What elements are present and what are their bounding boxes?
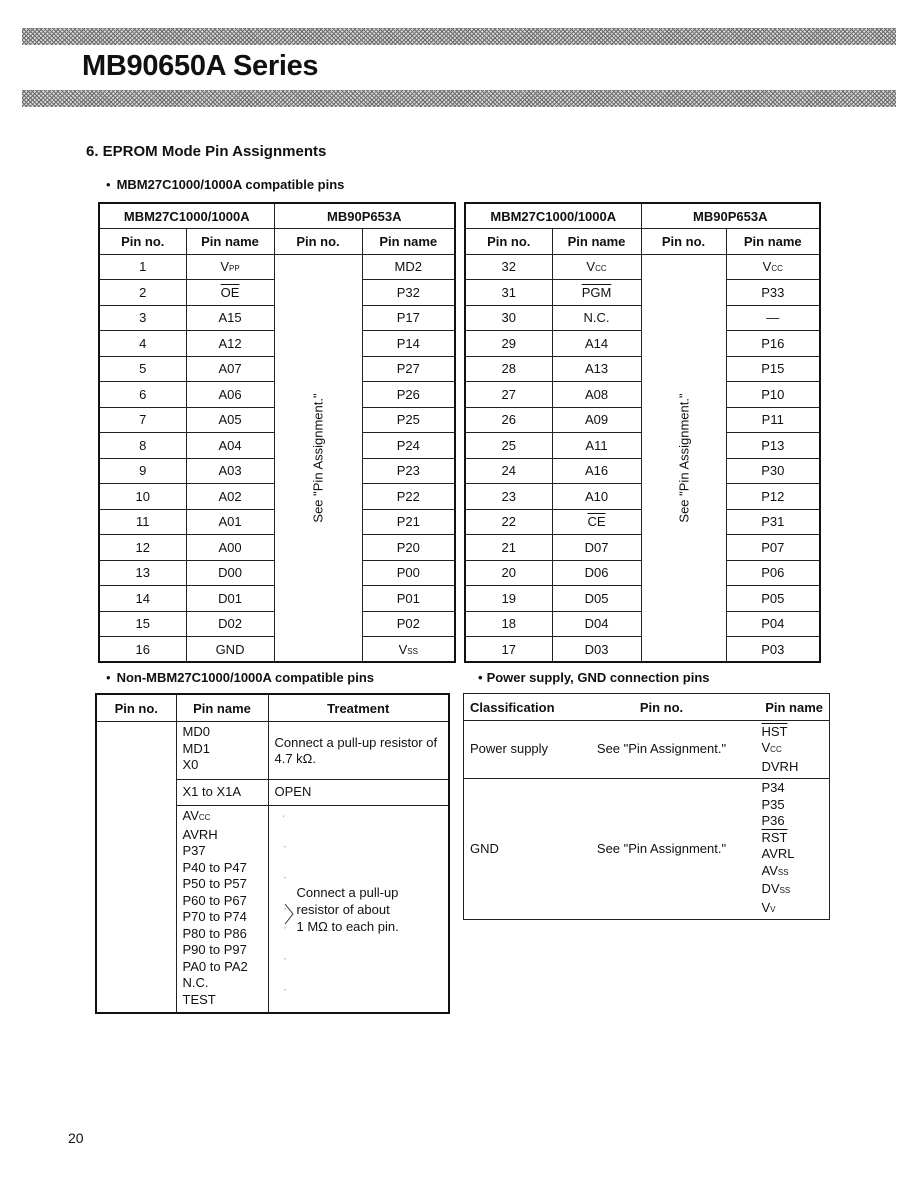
- pin-no-cell: 8: [99, 433, 186, 459]
- pin-no-cell: 27: [465, 382, 552, 408]
- pin-no-cell: 30: [465, 305, 552, 331]
- pin-no-cell: 10: [99, 484, 186, 510]
- group-header: MB90P653A: [274, 203, 455, 229]
- pin-name-cell: A12: [186, 331, 274, 357]
- treatment-cell: Connect a pull-up resistor of 4.7 kΩ.: [268, 722, 449, 780]
- mb-pin-name-cell: P32: [362, 280, 455, 306]
- mb-pin-name-cell: P22: [362, 484, 455, 510]
- mb-pin-name-cell: P17: [362, 305, 455, 331]
- col-pin-name: Pin name: [742, 694, 830, 721]
- mb-pin-name-cell: P00: [362, 560, 455, 586]
- col-pin-no: Pin no.: [641, 229, 726, 255]
- compatible-caption: • MBM27C1000/1000A compatible pins: [106, 177, 345, 192]
- col-pin-no: Pin no.: [274, 229, 362, 255]
- mb-pin-name-cell: P13: [726, 433, 820, 459]
- header-band-bottom: [22, 90, 896, 107]
- pin-name-cell: D06: [552, 560, 641, 586]
- pin-no-cell: 16: [99, 637, 186, 663]
- pin-name-cell: A14: [552, 331, 641, 357]
- pin-no-cell: 4: [99, 331, 186, 357]
- mb-pin-name-cell: P05: [726, 586, 820, 612]
- mb-pin-name-cell: MD2: [362, 254, 455, 280]
- pin-name-cell: A11: [552, 433, 641, 459]
- power-table: [463, 693, 830, 920]
- pin-no-cell: 9: [99, 458, 186, 484]
- pin-name-cell: A07: [186, 356, 274, 382]
- pin-name-cell: D05: [552, 586, 641, 612]
- mb-pin-name-cell: P06: [726, 560, 820, 586]
- pin-name-cell: $\overline{CE}$: [552, 509, 641, 535]
- page-number: 20: [68, 1130, 84, 1146]
- mb-pin-name-cell: P12: [726, 484, 820, 510]
- pin-name-cell: MD0 MD1 X0: [176, 722, 268, 780]
- compatible-table-left: [98, 202, 456, 663]
- pin-no-cell: [96, 722, 176, 1014]
- mb-pin-name-cell: P20: [362, 535, 455, 561]
- noncompat-table: [95, 693, 450, 1014]
- pin-no-cell: See "Pin Assignment.": [582, 721, 742, 779]
- pin-name-cell: A16: [552, 458, 641, 484]
- pin-name-cell: A13: [552, 356, 641, 382]
- col-treatment: Treatment: [268, 694, 449, 722]
- pin-no-cell: 32: [465, 254, 552, 280]
- pin-no-cell: 7: [99, 407, 186, 433]
- pin-no-cell: 25: [465, 433, 552, 459]
- pin-name-cell: $\overline{PGM}$: [552, 280, 641, 306]
- pin-name-cell: A05: [186, 407, 274, 433]
- mb-pin-name-cell: VSS: [362, 637, 455, 663]
- pin-no-cell: 19: [465, 586, 552, 612]
- see-pin-assignment-note: See "Pin Assignment.": [676, 393, 692, 523]
- pin-name-cell: N.C.: [552, 305, 641, 331]
- header-band-top: [22, 28, 896, 45]
- pin-name-cell: A04: [186, 433, 274, 459]
- pin-name-cell: A01: [186, 509, 274, 535]
- pin-no-cell: 12: [99, 535, 186, 561]
- section-title: 6. EPROM Mode Pin Assignments: [86, 143, 327, 160]
- pin-name-cell: A00: [186, 535, 274, 561]
- see-pin-assignment-cell: [641, 254, 726, 662]
- pin-name-cell: A08: [552, 382, 641, 408]
- pin-no-cell: 3: [99, 305, 186, 331]
- mb-pin-name-cell: P25: [362, 407, 455, 433]
- pin-no-cell: 13: [99, 560, 186, 586]
- pin-no-cell: 31: [465, 280, 552, 306]
- pin-name-cell: P34 P35 P36 $\overline{RST}$ AVRL AVSS DVSS VV: [742, 779, 830, 920]
- mb-pin-name-cell: P27: [362, 356, 455, 382]
- pin-name-cell: AVCC AVRH P37 P40 to P47 P50 to P57 P60 to P67 P70 to P74 P80 to P86 P90 to P97 PA0 to PA2 N.C. TEST: [176, 806, 268, 1014]
- classification-cell: GND: [464, 779, 582, 920]
- col-pin-name: Pin name: [186, 229, 274, 255]
- pin-no-cell: See "Pin Assignment.": [582, 779, 742, 920]
- mb-pin-name-cell: P21: [362, 509, 455, 535]
- group-header: MBM27C1000/1000A: [465, 203, 641, 229]
- pin-no-cell: 28: [465, 356, 552, 382]
- pin-name-cell: A03: [186, 458, 274, 484]
- pin-name-cell: D03: [552, 637, 641, 663]
- pin-no-cell: 11: [99, 509, 186, 535]
- pin-no-cell: 2: [99, 280, 186, 306]
- pin-name-cell: D02: [186, 611, 274, 637]
- col-pin-no: Pin no.: [465, 229, 552, 255]
- pin-name-cell: A06: [186, 382, 274, 408]
- col-pin-no: Pin no.: [96, 694, 176, 722]
- compatible-table-right: [464, 202, 821, 663]
- pin-name-cell: VPP: [186, 254, 274, 280]
- mb-pin-name-cell: P16: [726, 331, 820, 357]
- brace-icon: [281, 814, 295, 1014]
- mb-pin-name-cell: P23: [362, 458, 455, 484]
- col-pin-name: Pin name: [552, 229, 641, 255]
- pin-name-cell: GND: [186, 637, 274, 663]
- pin-no-cell: 20: [465, 560, 552, 586]
- pin-name-cell: D07: [552, 535, 641, 561]
- pin-name-cell: VCC: [552, 254, 641, 280]
- mb-pin-name-cell: P14: [362, 331, 455, 357]
- pin-no-cell: 24: [465, 458, 552, 484]
- col-classification: Classification: [464, 694, 582, 721]
- pin-name-cell: A15: [186, 305, 274, 331]
- mb-pin-name-cell: P31: [726, 509, 820, 535]
- pin-no-cell: 21: [465, 535, 552, 561]
- mb-pin-name-cell: P26: [362, 382, 455, 408]
- pin-name-cell: A10: [552, 484, 641, 510]
- pin-name-cell: D00: [186, 560, 274, 586]
- treatment-cell: OPEN: [268, 780, 449, 806]
- pin-name-cell: D01: [186, 586, 274, 612]
- mb-pin-name-cell: —: [726, 305, 820, 331]
- pin-no-cell: 26: [465, 407, 552, 433]
- group-header: MBM27C1000/1000A: [99, 203, 274, 229]
- pin-name-cell: D04: [552, 611, 641, 637]
- pin-no-cell: 5: [99, 356, 186, 382]
- see-pin-assignment-note: See "Pin Assignment.": [310, 393, 326, 523]
- pin-no-cell: 6: [99, 382, 186, 408]
- col-pin-name: Pin name: [362, 229, 455, 255]
- mb-pin-name-cell: P11: [726, 407, 820, 433]
- mb-pin-name-cell: P07: [726, 535, 820, 561]
- pin-name-cell: A09: [552, 407, 641, 433]
- mb-pin-name-cell: P10: [726, 382, 820, 408]
- col-pin-name: Pin name: [176, 694, 268, 722]
- col-pin-no: Pin no.: [582, 694, 742, 721]
- col-pin-name: Pin name: [726, 229, 820, 255]
- power-caption: • Power supply, GND connection pins: [478, 670, 710, 685]
- classification-cell: Power supply: [464, 721, 582, 779]
- page-title: MB90650A Series: [82, 50, 319, 82]
- mb-pin-name-cell: P15: [726, 356, 820, 382]
- pin-no-cell: 29: [465, 331, 552, 357]
- treatment-cell: Connect a pull-up resistor of about 1 MΩ to each pin.: [268, 806, 449, 1014]
- noncompat-caption: • Non-MBM27C1000/1000A compatible pins: [106, 670, 374, 685]
- mb-pin-name-cell: P01: [362, 586, 455, 612]
- see-pin-assignment-cell: [274, 254, 362, 662]
- mb-pin-name-cell: P04: [726, 611, 820, 637]
- table-row: [465, 254, 820, 280]
- mb-pin-name-cell: P30: [726, 458, 820, 484]
- col-pin-no: Pin no.: [99, 229, 186, 255]
- mb-pin-name-cell: P03: [726, 637, 820, 663]
- pin-no-cell: 22: [465, 509, 552, 535]
- pin-no-cell: 15: [99, 611, 186, 637]
- mb-pin-name-cell: P33: [726, 280, 820, 306]
- pin-no-cell: 17: [465, 637, 552, 663]
- mb-pin-name-cell: VCC: [726, 254, 820, 280]
- pin-no-cell: 14: [99, 586, 186, 612]
- table-row: [99, 254, 455, 280]
- pin-no-cell: 18: [465, 611, 552, 637]
- pin-no-cell: 23: [465, 484, 552, 510]
- mb-pin-name-cell: P02: [362, 611, 455, 637]
- pin-name-cell: A02: [186, 484, 274, 510]
- mb-pin-name-cell: P24: [362, 433, 455, 459]
- group-header: MB90P653A: [641, 203, 820, 229]
- pin-name-cell: $\overline{OE}$: [186, 280, 274, 306]
- pin-no-cell: 1: [99, 254, 186, 280]
- pin-name-cell: X1 to X1A: [176, 780, 268, 806]
- pin-name-cell: $\overline{HST}$ VCC DVRH: [742, 721, 830, 779]
